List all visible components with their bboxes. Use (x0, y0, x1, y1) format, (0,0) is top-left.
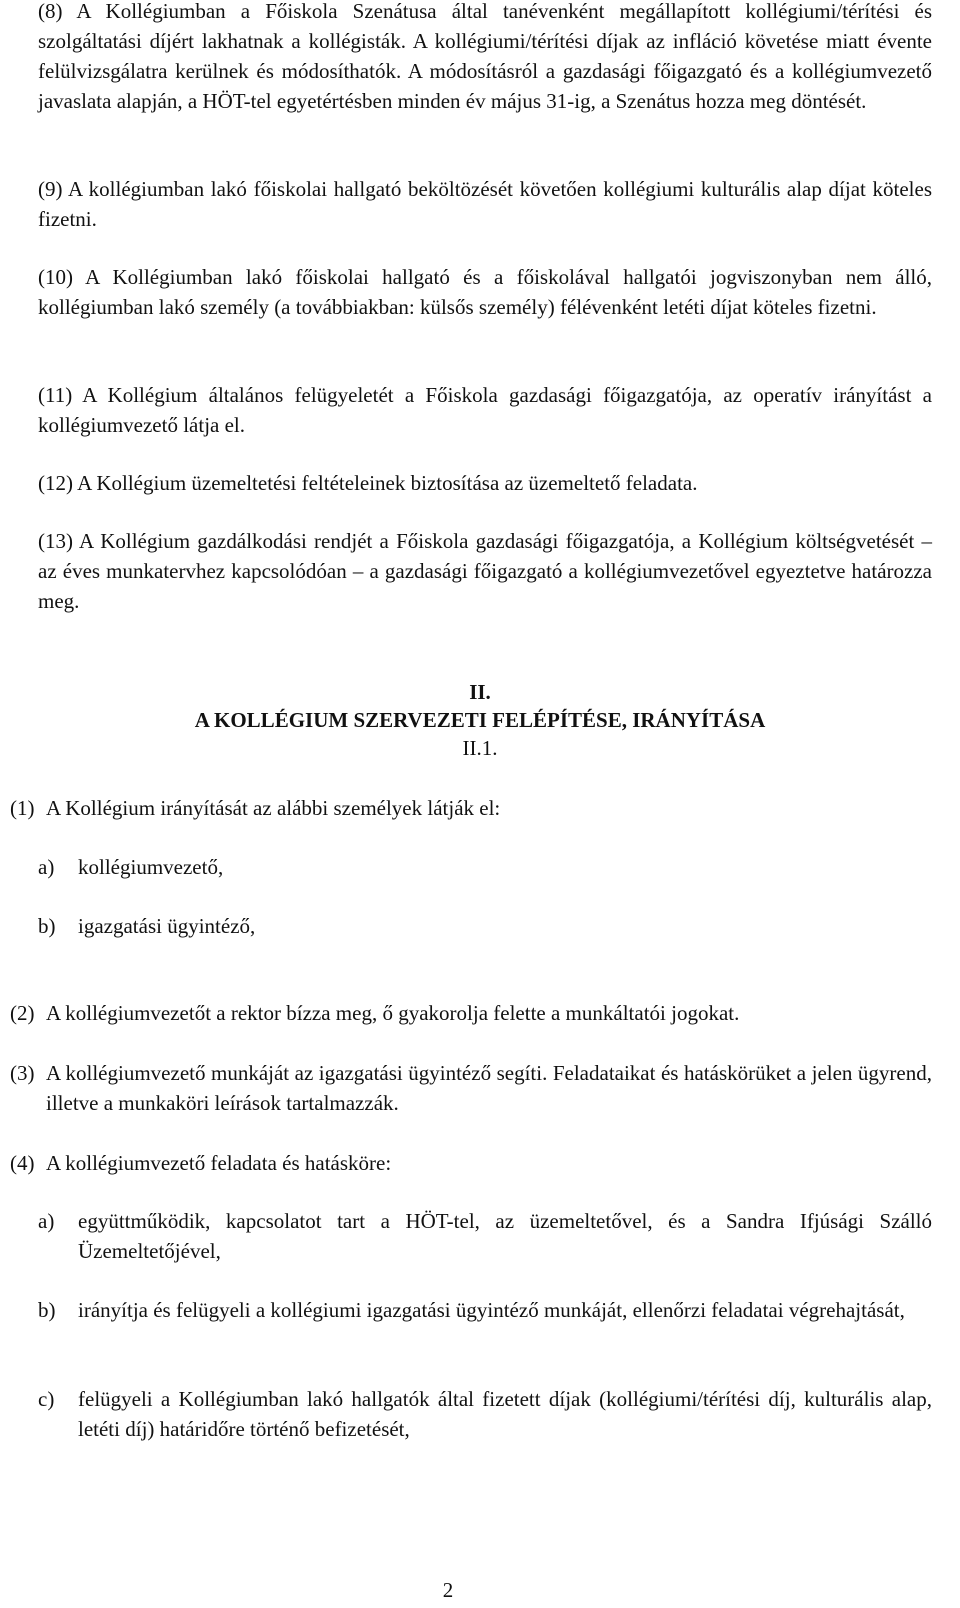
item-4c-text: felügyeli a Kollégiumban lakó hallgatók által fizetett díjak (kollégiumi/térítési díj, kulturális alap, letéti díj) határidőre történő befizetését, (78, 1387, 932, 1441)
item-3-text: A kollégiumvezető munkáját az igazgatási ügyintéző segíti. Feladataikat és hatáskörüket a jelen ügyrend, illetve a munkaköri leírások tartalmazzák. (46, 1061, 932, 1115)
page-number: 2 (442, 1578, 454, 1602)
paragraph-10: (10) A Kollégiumban lakó főiskolai hallgató és a főiskolával hallgatói jogviszonyban nem álló, kollégiumban lakó személy (a továbbiakban: külsős személy) félévenként letéti díjat köteles fizetni. (38, 265, 932, 319)
item-2-text: A kollégiumvezetőt a rektor bízza meg, ő gyakorolja felette a munkáltatói jogokat. (46, 1001, 740, 1025)
item-2-label: (2) (10, 1001, 35, 1025)
item-1b-text: igazgatási ügyintéző, (78, 914, 256, 938)
item-1a-label: a) (38, 855, 55, 879)
item-4b-text: irányítja és felügyeli a kollégiumi igazgatási ügyintéző munkáját, ellenőrzi feladatai végrehajtását, (78, 1298, 905, 1322)
item-1-label: (1) (10, 796, 35, 820)
paragraph-13: (13) A Kollégium gazdálkodási rendjét a Főiskola gazdasági főigazgatója, a Kollégium költségvetését – az éves munkatervhez kapcsolódóan – a gazdasági főigazgató a kollégiumvezetővel egyeztetve határozza meg. (38, 529, 932, 613)
item-1-text: A Kollégium irányítását az alábbi személyek látják el: (46, 796, 501, 820)
item-4c-label: c) (38, 1387, 55, 1411)
subsection-number: II.1. (462, 736, 498, 760)
paragraph-8: (8) A Kollégiumban a Főiskola Szenátusa által tanévenként megállapított kollégiumi/térítési és szolgáltatási díjért lakhatnak a kollégisták. A kollégiumi/térítési díjak az infláció követése miatt évente felülvizsgálatra kerülnek és módosíthatók. A módosításról a gazdasági főigazgató és a kollégiumvezető javaslata alapján, a HÖT-tel egyetértésben minden év május 31-ig, a Szenátus hozza meg döntését. (38, 0, 932, 113)
paragraph-11: (11) A Kollégium általános felügyeletét a Főiskola gazdasági főigazgatója, az operatív irányítást a kollégiumvezető látja el. (38, 383, 932, 437)
item-4a-text: együttműködik, kapcsolatot tart a HÖT-tel, az üzemeltetővel, és a Sandra Ifjúsági Szálló Üzemeltetőjével, (78, 1209, 932, 1263)
paragraph-9: (9) A kollégiumban lakó főiskolai hallgató beköltözését követően kollégiumi kulturális alap díjat köteles fizetni. (38, 177, 932, 231)
item-4-text: A kollégiumvezető feladata és hatásköre: (46, 1151, 392, 1175)
item-1b-label: b) (38, 914, 56, 938)
item-1a-text: kollégiumvezető, (78, 855, 224, 879)
section-title: A KOLLÉGIUM SZERVEZETI FELÉPÍTÉSE, IRÁNYÍTÁSA (194, 708, 766, 732)
item-3-label: (3) (10, 1061, 35, 1085)
item-4b-label: b) (38, 1298, 56, 1322)
item-4a-label: a) (38, 1209, 55, 1233)
item-4-label: (4) (10, 1151, 35, 1175)
section-number: II. (469, 680, 491, 704)
paragraph-12: (12) A Kollégium üzemeltetési feltételeinek biztosítása az üzemeltető feladata. (38, 471, 698, 495)
